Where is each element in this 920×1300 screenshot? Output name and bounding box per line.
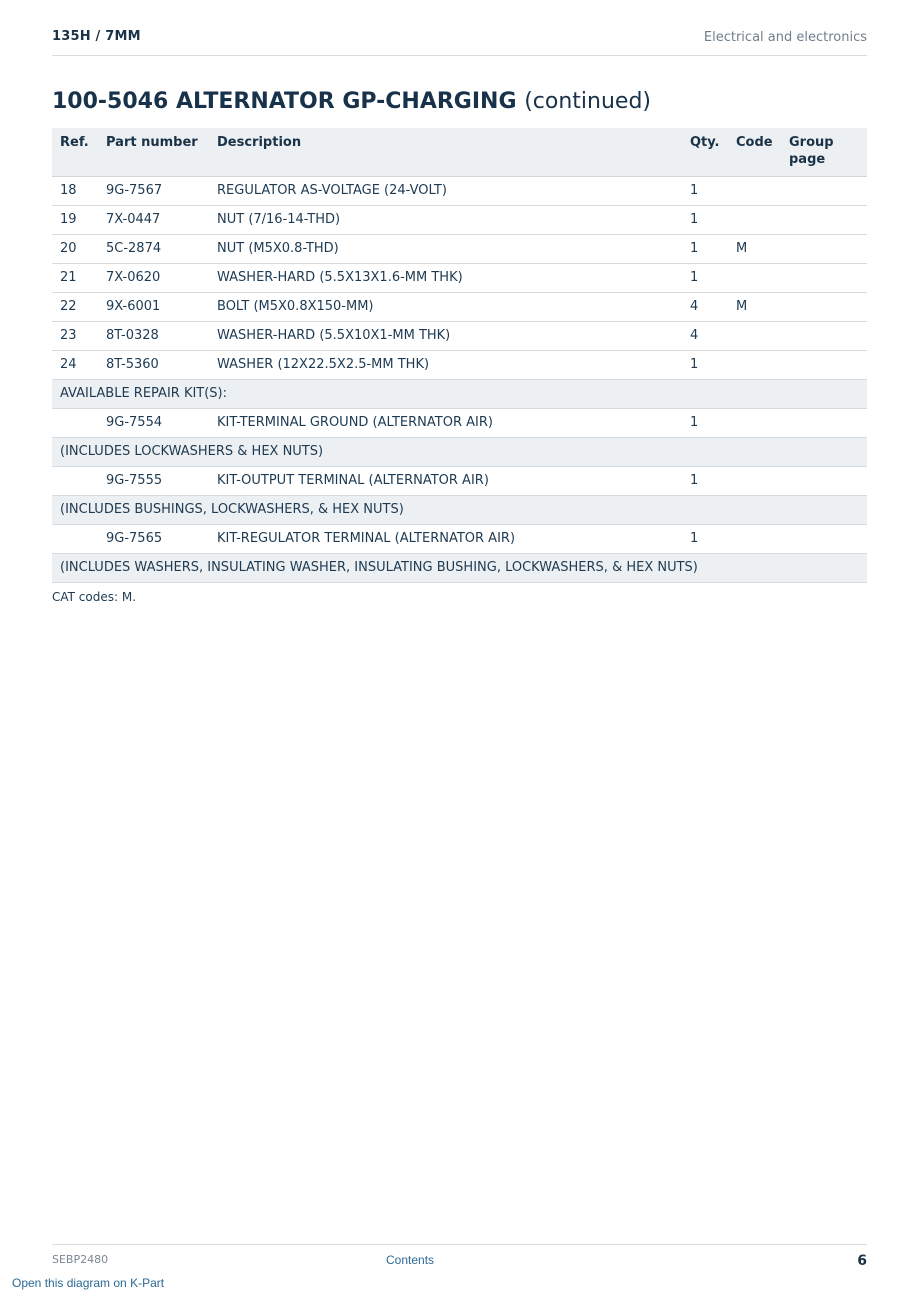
code-cell (728, 350, 781, 379)
qty-cell: 4 (682, 292, 728, 321)
kit-note-row (52, 437, 867, 466)
qty-cell: 1 (682, 263, 728, 292)
description-cell: KIT-OUTPUT TERMINAL (ALTERNATOR AIR) (209, 466, 682, 495)
title-main: 100-5046 ALTERNATOR GP-CHARGING (52, 89, 517, 114)
group-page-cell (781, 408, 867, 437)
kits-heading-row (52, 379, 867, 408)
description-cell: NUT (7/16-14-THD) (209, 205, 682, 234)
ref-cell: 22 (52, 292, 98, 321)
description-cell: KIT-TERMINAL GROUND (ALTERNATOR AIR) (209, 408, 682, 437)
col-header-part-number: Part number (98, 128, 209, 176)
cat-codes-note: CAT codes: M. (52, 590, 137, 604)
group-page-cell (781, 292, 867, 321)
table-row (52, 321, 867, 350)
qty-cell: 1 (682, 350, 728, 379)
part-number-cell: 8T-5360 (98, 350, 209, 379)
group-page-cell (781, 321, 867, 350)
kit-note: (INCLUDES LOCKWASHERS & HEX NUTS) (52, 437, 867, 466)
qty-cell: 1 (682, 205, 728, 234)
qty-cell: 1 (682, 466, 728, 495)
code-cell: M (728, 292, 781, 321)
kit-note-row (52, 553, 867, 582)
kits-heading: AVAILABLE REPAIR KIT(S): (52, 379, 867, 408)
qty-cell: 1 (682, 408, 728, 437)
kit-note: (INCLUDES BUSHINGS, LOCKWASHERS, & HEX NUTS) (52, 495, 867, 524)
col-header-qty: Qty. (682, 128, 728, 176)
table-header-row (52, 128, 867, 176)
qty-cell: 1 (682, 234, 728, 263)
parts-table (52, 128, 867, 583)
document-page (52, 0, 867, 1300)
title-suffix: (continued) (524, 89, 651, 114)
part-number-cell: 9G-7565 (98, 524, 209, 553)
code-cell (728, 205, 781, 234)
ref-cell: 23 (52, 321, 98, 350)
kit-row (52, 524, 867, 553)
page-title (52, 89, 651, 114)
open-kpart-link[interactable]: Open this diagram on K-Part (12, 1276, 165, 1290)
part-number-cell: 9G-7555 (98, 466, 209, 495)
group-page-cell (781, 234, 867, 263)
table-row (52, 350, 867, 379)
page-footer (52, 1244, 867, 1275)
table-row (52, 176, 867, 205)
col-header-ref: Ref. (52, 128, 98, 176)
ref-cell: 19 (52, 205, 98, 234)
contents-link[interactable]: Contents (386, 1253, 435, 1267)
document-id: SEBP2480 (52, 1253, 109, 1266)
ref-cell: 21 (52, 263, 98, 292)
table-row (52, 292, 867, 321)
col-header-group-page: Group page (781, 128, 867, 176)
page-number: 6 (857, 1253, 867, 1269)
section-label: Electrical and electronics (703, 30, 867, 45)
part-number-cell: 7X-0620 (98, 263, 209, 292)
qty-cell: 1 (682, 524, 728, 553)
part-number-cell: 9G-7554 (98, 408, 209, 437)
description-cell: WASHER (12X22.5X2.5-MM THK) (209, 350, 682, 379)
ref-cell (52, 524, 98, 553)
kit-note: (INCLUDES WASHERS, INSULATING WASHER, INSULATING BUSHING, LOCKWASHERS, & HEX NUTS) (52, 553, 867, 582)
part-number-cell: 8T-0328 (98, 321, 209, 350)
group-page-cell (781, 466, 867, 495)
code-cell (728, 524, 781, 553)
description-cell: BOLT (M5X0.8X150-MM) (209, 292, 682, 321)
description-cell: NUT (M5X0.8-THD) (209, 234, 682, 263)
qty-cell: 1 (682, 176, 728, 205)
kit-note-row (52, 495, 867, 524)
col-header-code: Code (728, 128, 781, 176)
code-cell (728, 408, 781, 437)
col-header-description: Description (209, 128, 682, 176)
group-page-cell (781, 350, 867, 379)
ref-cell (52, 466, 98, 495)
code-cell (728, 176, 781, 205)
part-number-cell: 5C-2874 (98, 234, 209, 263)
description-cell: REGULATOR AS-VOLTAGE (24-VOLT) (209, 176, 682, 205)
table-row (52, 234, 867, 263)
group-page-cell (781, 524, 867, 553)
description-cell: WASHER-HARD (5.5X10X1-MM THK) (209, 321, 682, 350)
ref-cell (52, 408, 98, 437)
description-cell: WASHER-HARD (5.5X13X1.6-MM THK) (209, 263, 682, 292)
page-header (52, 29, 867, 56)
code-cell (728, 263, 781, 292)
description-cell: KIT-REGULATOR TERMINAL (ALTERNATOR AIR) (209, 524, 682, 553)
part-number-cell: 7X-0447 (98, 205, 209, 234)
part-number-cell: 9G-7567 (98, 176, 209, 205)
table-row (52, 263, 867, 292)
ref-cell: 20 (52, 234, 98, 263)
part-number-cell: 9X-6001 (98, 292, 209, 321)
code-cell (728, 466, 781, 495)
ref-cell: 24 (52, 350, 98, 379)
ref-cell: 18 (52, 176, 98, 205)
kit-row (52, 466, 867, 495)
code-cell: M (728, 234, 781, 263)
group-page-cell (781, 263, 867, 292)
table-row (52, 205, 867, 234)
group-page-cell (781, 205, 867, 234)
model-label: 135H / 7MM (52, 29, 141, 44)
qty-cell: 4 (682, 321, 728, 350)
code-cell (728, 321, 781, 350)
group-page-cell (781, 176, 867, 205)
kit-row (52, 408, 867, 437)
